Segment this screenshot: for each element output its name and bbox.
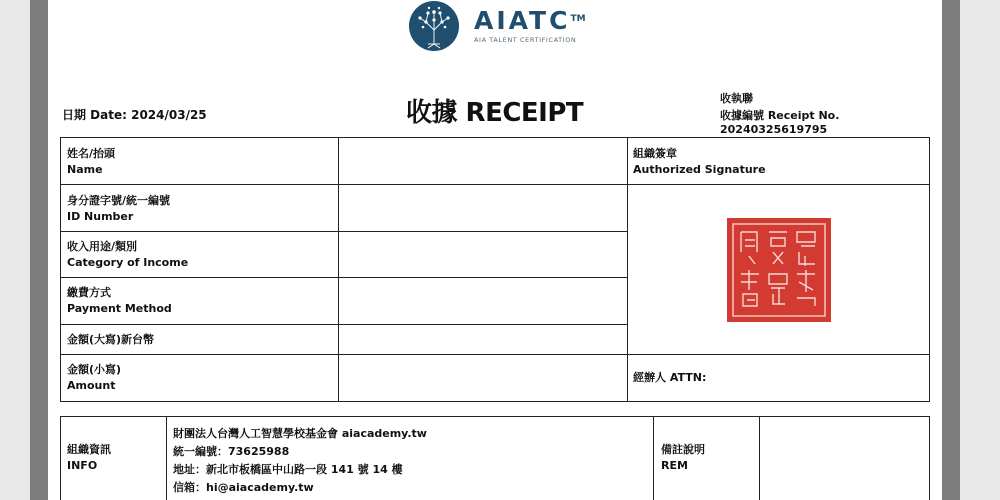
viewer-bar-right (942, 0, 960, 500)
row-divider (627, 354, 929, 355)
payment-method-label: 繳費方式 Payment Method (67, 286, 172, 315)
row-divider (61, 231, 627, 232)
attn-label: 經辦人 ATTN: (633, 371, 707, 384)
tax-id: 統一編號：73625988 (173, 445, 290, 458)
aiatc-logo (408, 0, 586, 52)
receipt-number: 收據編號 Receipt No. 20240325619795 (720, 109, 840, 136)
col-divider (759, 417, 760, 500)
signature-label: 組織簽章 Authorized Signature (633, 147, 766, 176)
viewer-bar-left (30, 0, 48, 500)
row-divider (61, 184, 627, 185)
amount-words-label: 金額(大寫)新台幣 (67, 333, 155, 346)
organization-details (173, 425, 427, 497)
info-label: 組織資訊 INFO (67, 443, 111, 472)
remarks-label: 備註說明 REM (661, 443, 705, 472)
row-divider (61, 354, 627, 355)
col-divider (338, 138, 339, 401)
row-divider (61, 324, 627, 325)
receipt-date: 日期 Date: 2024/03/25 (62, 108, 207, 122)
viewer-margin-right (960, 0, 1000, 500)
organization-info-table (60, 416, 930, 500)
official-seal-stamp (727, 218, 831, 322)
logo-wordmark: AIATC™ (474, 6, 586, 35)
copy-label: 收執聯 (720, 92, 753, 105)
receipt-page (48, 0, 942, 500)
org-name: 財團法人台灣人工智慧學校基金會 aiacademy.tw (173, 427, 427, 440)
page-title: 收據 RECEIPT (406, 98, 584, 128)
viewer-margin-left (0, 0, 30, 500)
col-divider (653, 417, 654, 500)
category-label: 收入用途/類別 Category of Income (67, 240, 189, 269)
logo-tagline: AIA TALENT CERTIFICATION (474, 36, 577, 44)
tree-logo-icon (408, 0, 460, 52)
org-email: 信箱：hi@aiacademy.tw (173, 481, 314, 494)
id-number-label: 身分證字號/統一編號 ID Number (67, 194, 171, 223)
name-label: 姓名/抬頭 Name (67, 147, 116, 176)
org-address: 地址：新北市板橋區中山路一段 141 號 14 樓 (173, 463, 403, 476)
row-divider (627, 184, 929, 185)
amount-label: 金額(小寫) Amount (67, 363, 122, 392)
col-divider (166, 417, 167, 500)
col-divider (627, 138, 628, 401)
row-divider (61, 277, 627, 278)
